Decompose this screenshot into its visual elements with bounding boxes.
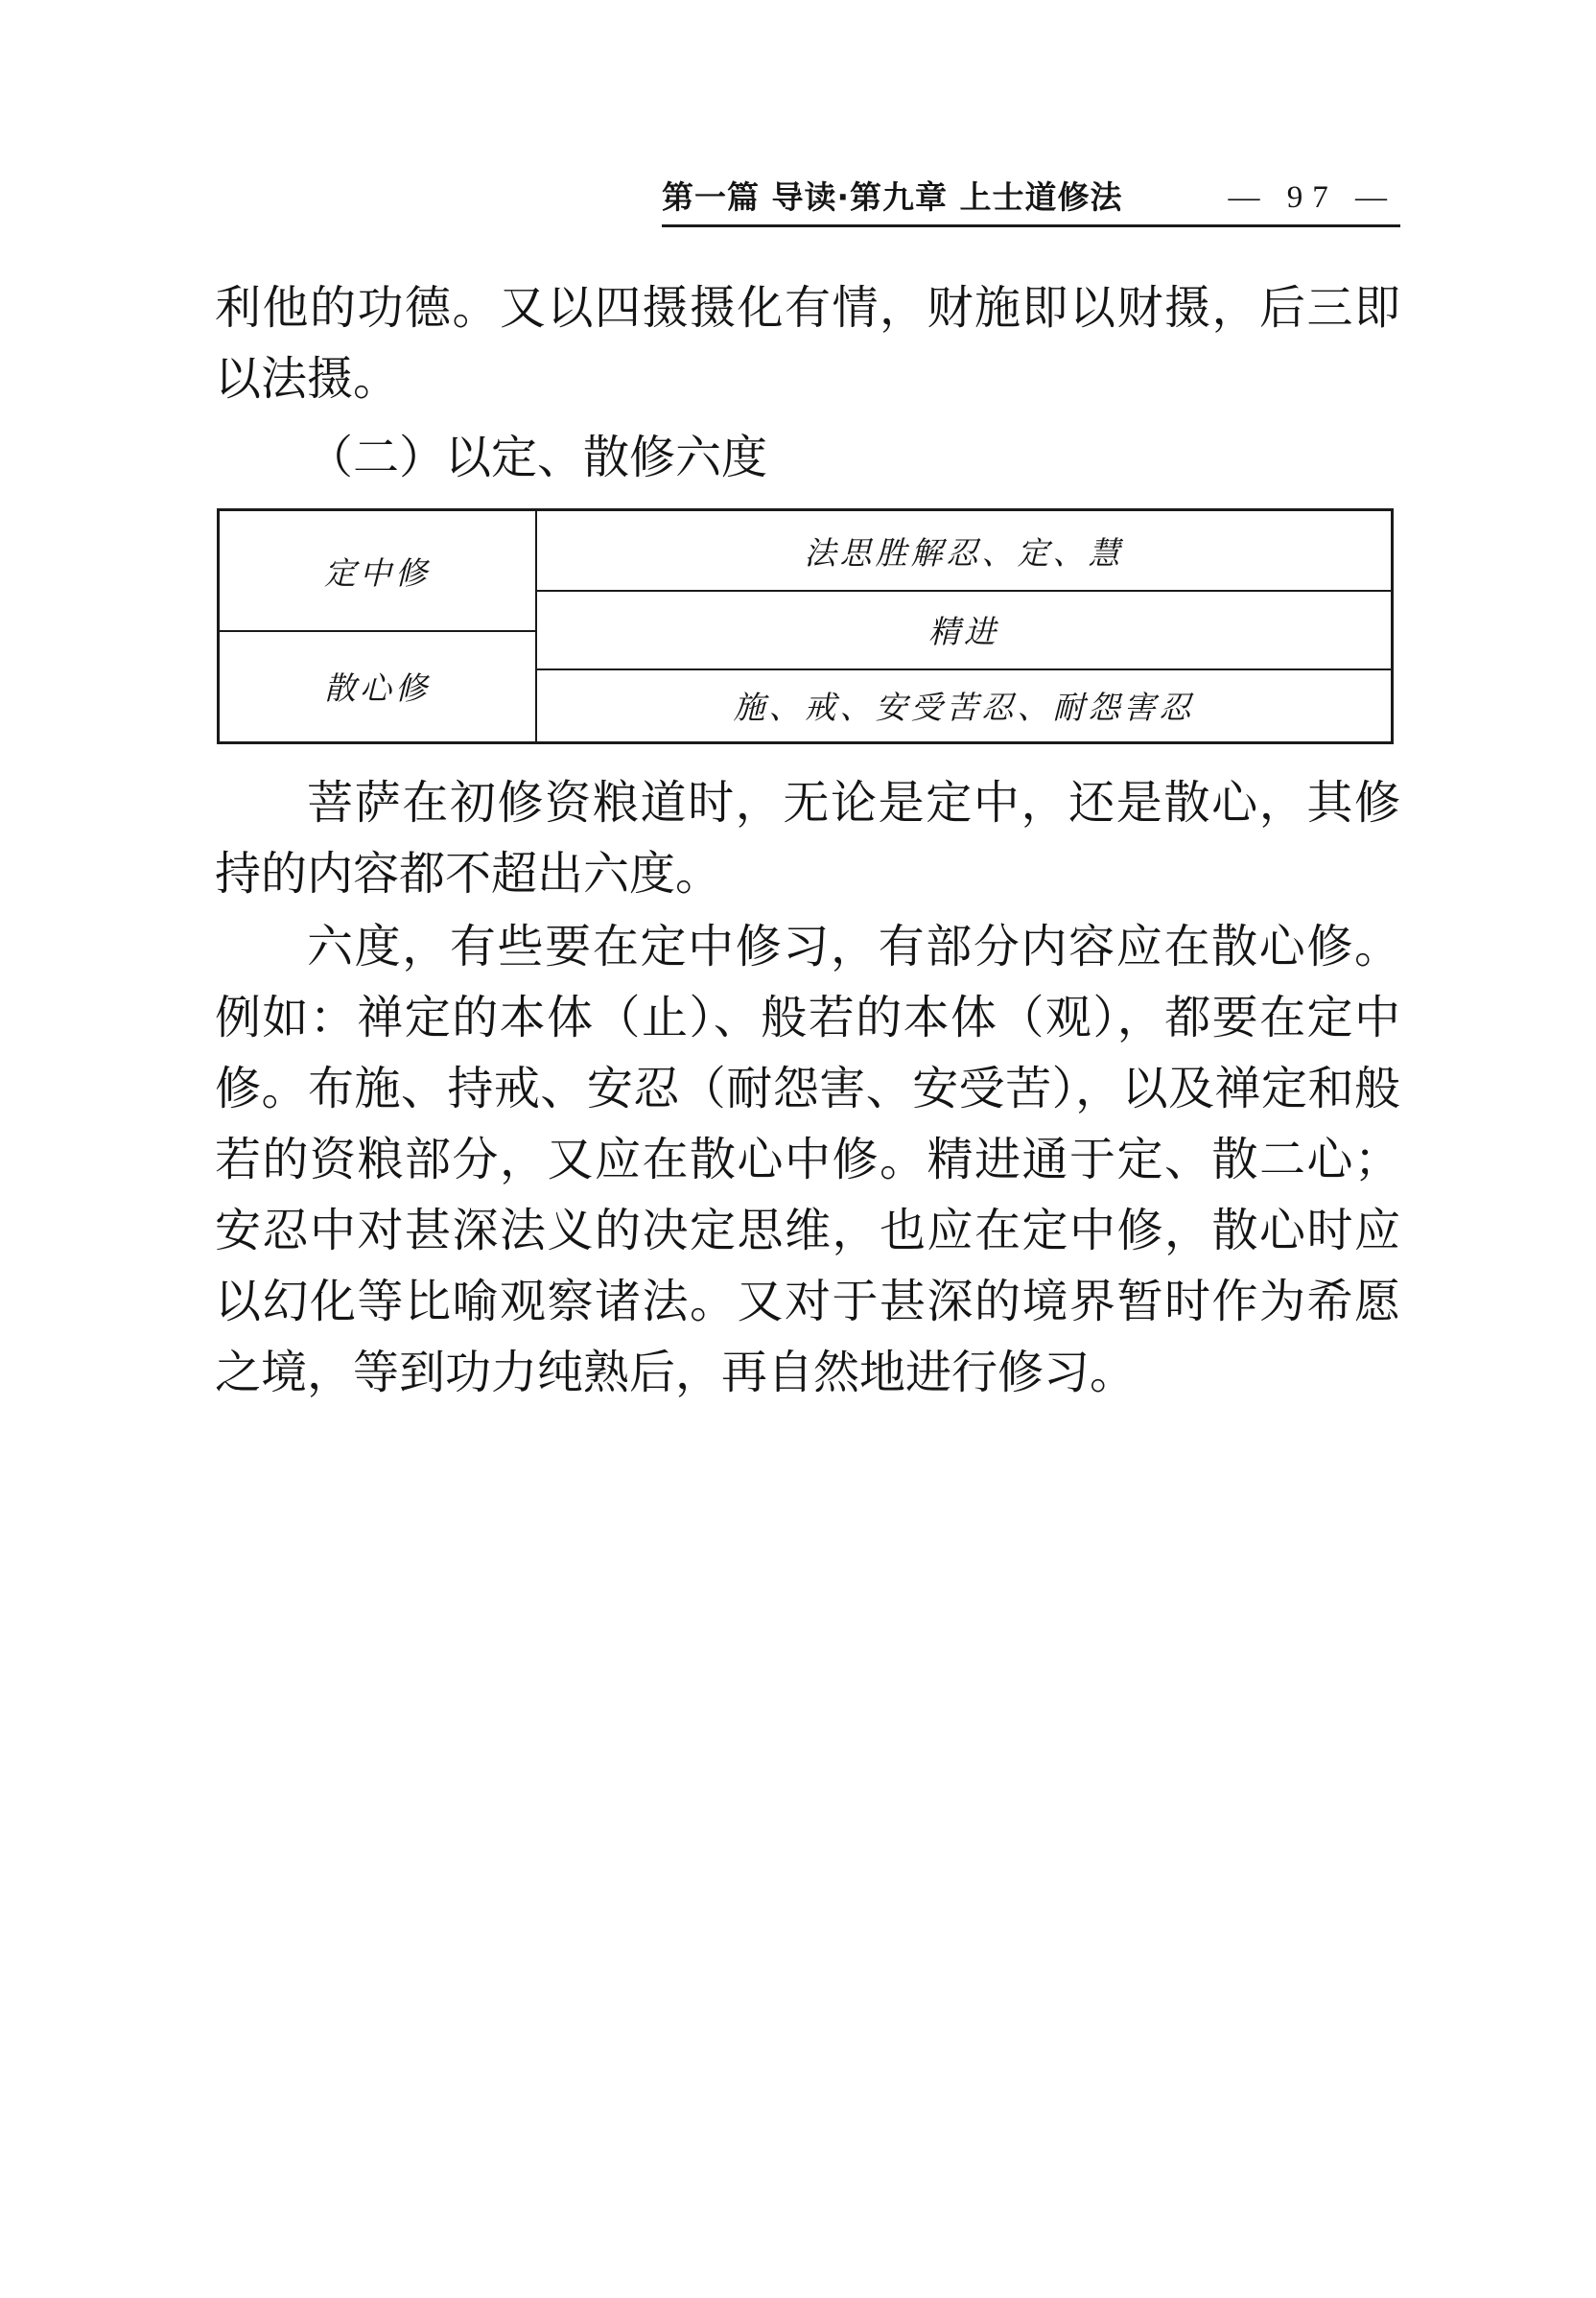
paragraph-block-3: [215, 911, 1400, 1408]
chapter-title: 第一篇 导读·第九章 上士道修法: [662, 178, 1123, 216]
table-cell-shared-item: 精进: [928, 612, 999, 650]
section-heading: （二）以定、散修六度: [307, 431, 768, 484]
page-number: — 97 —: [1228, 180, 1396, 215]
table-cell-meditative: 定中修: [324, 553, 431, 592]
table-cell-meditative-items: 法思胜解忍、定、慧: [804, 533, 1124, 572]
paragraph-1: 利他的功德。又以四摄摄化有情，财施即以财摄，后三即以法摄。: [215, 281, 1400, 406]
table-cell-distracted-items: 施、戒、安受苦忍、耐怨害忍: [733, 688, 1195, 726]
paragraph-2: 菩萨在初修资粮道时，无论是定中，还是散心，其修持的内容都不超出六度。: [215, 776, 1400, 901]
paragraph-3: 六度，有些要在定中修习，有部分内容应在散心修。例如：禅定的本体（止）、般若的本体（观），都要在定中修。布施、持戒、安忍（耐怨害、安受苦），以及禅定和般若的资粮部分，又应在散心中修。精进通于定、散二心；安忍中对甚深法义的决定思维，也应在定中修，散心时应以幻化等比喻观察诸法。又对于甚深的境界暂时作为希愿之境，等到功力纯熟后，再自然地进行修习。: [215, 920, 1400, 1399]
header-rule: [662, 224, 1400, 227]
paragraph-block-2: [215, 767, 1400, 909]
running-header: [662, 171, 1400, 224]
six-perfections-table: [217, 508, 1394, 744]
paragraph-continuation: [215, 272, 1400, 414]
table-cell-distracted: 散心修: [324, 668, 431, 707]
